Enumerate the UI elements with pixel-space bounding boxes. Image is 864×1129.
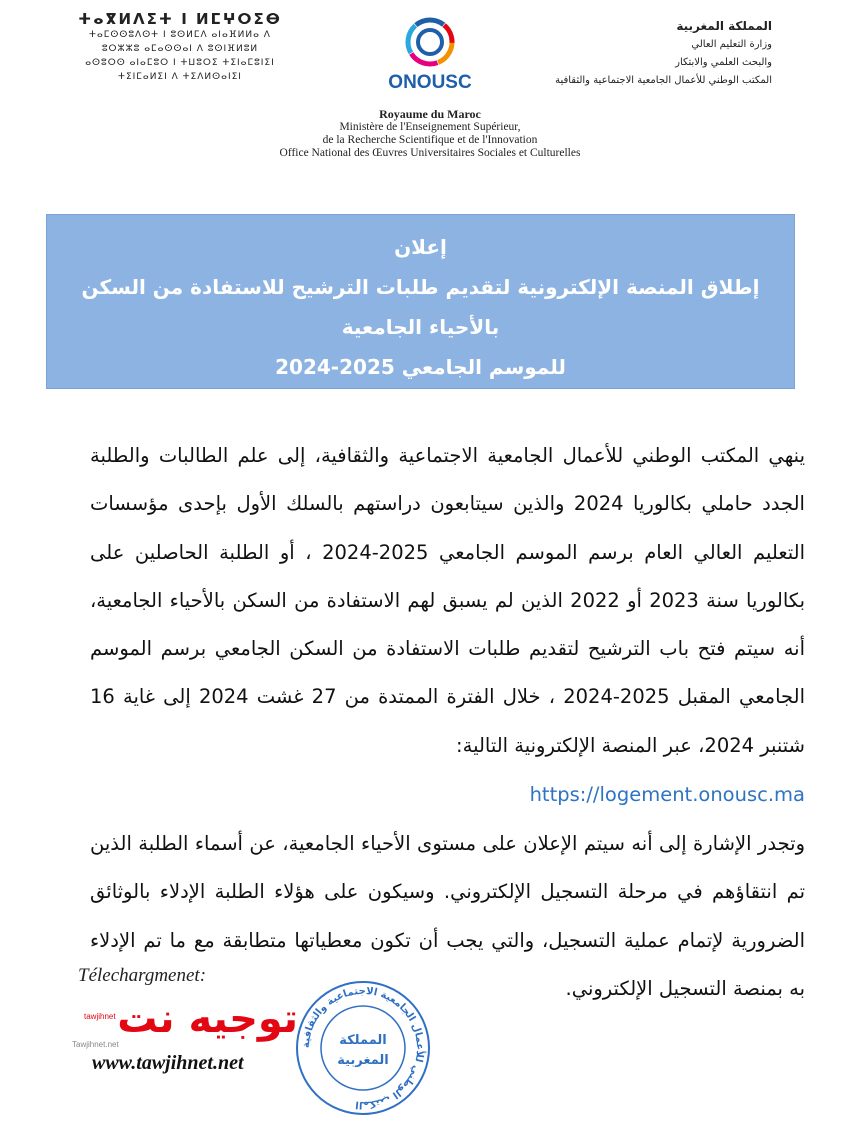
arabic-header-line: وزارة التعليم العالي bbox=[691, 39, 772, 50]
watermark-url[interactable]: www.tawjihnet.net bbox=[92, 1052, 244, 1074]
tifinagh-line: ⴰⵙⵓⵔⵙ ⴰⵏⴰⵎⵓⵔ ⵏ ⵜⵡⵓⵔⵉ ⵜⵉⵏⴰⵎⵓⵏⵉⵏ bbox=[85, 58, 275, 68]
svg-text:المكتب الوطني للأعمال الجامعية bbox=[301, 986, 427, 1110]
announcement-banner bbox=[46, 214, 795, 389]
tifinagh-line: ⵜⵉⵏⵎⴰⵍⵉⵏ ⴷ ⵜⵉⴷⵍⵙⴰⵏⵉⵏ bbox=[118, 72, 242, 82]
french-header bbox=[230, 107, 630, 160]
arabic-header bbox=[512, 16, 772, 90]
body-paragraph-1: ينهي المكتب الوطني للأعمال الجامعية الاجتماعية والثقافية، إلى علم الطالبات والطلبة الجدد حاملي بكالوريا 2024 والذين سيتابعون دراستهم بالسلك الأول بإحدى مؤسسات التعليم العالي العام برسم الموسم الجامعي 2025-2024 ، أو الطلبة الحاصلين على بكالوريا سنة 2023 أو 2022 الذين لم يسبق لهم الاستفادة من السكن بالأحياء الجامعية، أنه سيتم فتح باب الترشيح لتقديم طلبات الاستفادة من السكن الجامعي برسم الموسم الجامعي المقبل 2025-2024 ، خلال الفترة الممتدة من 27 غشت 2024 إلى غاية 16 شتنبر 2024، عبر المنصة الإلكترونية التالية: bbox=[90, 444, 806, 757]
arabic-header-title: المملكة المغربية bbox=[676, 19, 772, 33]
arabic-header-line: والبحث العلمي والابتكار bbox=[675, 57, 772, 68]
watermark-logo bbox=[68, 992, 308, 1046]
tifinagh-header bbox=[60, 10, 300, 84]
tifinagh-line: ⵓⵔⵣⵣⵓ ⴰⵎⴰⵙⵙⴰⵏ ⴷ ⵓⵙⵏⴼⵍⵓⵍ bbox=[101, 44, 259, 54]
french-header-line: de la Recherche Scientifique et de l'Innovation bbox=[322, 134, 538, 146]
french-header-title: Royaume du Maroc bbox=[379, 107, 481, 121]
body-paragraph-2: وتجدر الإشارة إلى أنه سيتم الإعلان على مستوى الأحياء الجامعية، عن أسماء الطلبة الذين تم انتقاؤهم في مرحلة التسجيل الإلكتروني. وسيكون على هؤلاء الطلبة الإدلاء بالوثائق الضرورية لإتمام عملية التسجيل، والتي يجب أن تكون معطياتها متطابقة مع ما تم الإدلاء به بمنصة التسجيل الإلكتروني. bbox=[90, 832, 805, 1000]
watermark-sub: Tawjihnet.net bbox=[72, 1040, 119, 1049]
watermark-logo-text: توجيه نت bbox=[117, 996, 298, 1042]
logo-text: ONOUSC bbox=[388, 72, 472, 93]
official-stamp bbox=[293, 978, 433, 1118]
platform-link[interactable]: https://logement.onousc.ma bbox=[529, 783, 805, 807]
arabic-header-line: المكتب الوطني للأعمال الجامعية الاجتماعية والثقافية bbox=[555, 75, 772, 86]
banner-title: إطلاق المنصة الإلكترونية لتقديم طلبات الترشيح للاستفادة من السكن بالأحياء الجامعية bbox=[81, 275, 760, 339]
onousc-logo-icon bbox=[398, 14, 462, 70]
tifinagh-line: ⵜⴰⵎⵙⵙⵓⴷⵙⵜ ⵏ ⵓⵙⵍⵎⴷ ⴰⵏⴰⴼⵍⵍⴰ ⴷ bbox=[89, 30, 271, 40]
banner-season: للموسم الجامعي 2025-2024 bbox=[275, 355, 566, 379]
stamp-center-line-1: المملكة bbox=[339, 1033, 387, 1048]
banner-heading: إعلان bbox=[394, 235, 447, 259]
french-header-line: Office National des Œuvres Universitaires Sociales et Culturelles bbox=[279, 147, 581, 159]
watermark-logo-small: tawjihnet bbox=[84, 1012, 116, 1021]
tifinagh-title: ⵜⴰⴳⵍⴷⵉⵜ ⵏ ⵍⵎⵖⵔⵉⴱ bbox=[78, 10, 282, 28]
french-header-line: Ministère de l'Enseignement Supérieur, bbox=[339, 121, 521, 133]
stamp-center-line-2: المغربية bbox=[337, 1053, 389, 1068]
announcement-body bbox=[90, 432, 805, 1013]
onousc-logo bbox=[370, 14, 490, 94]
stamp-ring-text: المكتب الوطني للأعمال الجامعية الاجتماعية والثقافية bbox=[300, 985, 426, 1111]
platform-link-row bbox=[90, 770, 805, 820]
stamp-inner-ring bbox=[321, 1006, 405, 1090]
stamp-outer-ring bbox=[297, 982, 429, 1114]
watermark-label: Télechargmenet: bbox=[78, 965, 207, 986]
